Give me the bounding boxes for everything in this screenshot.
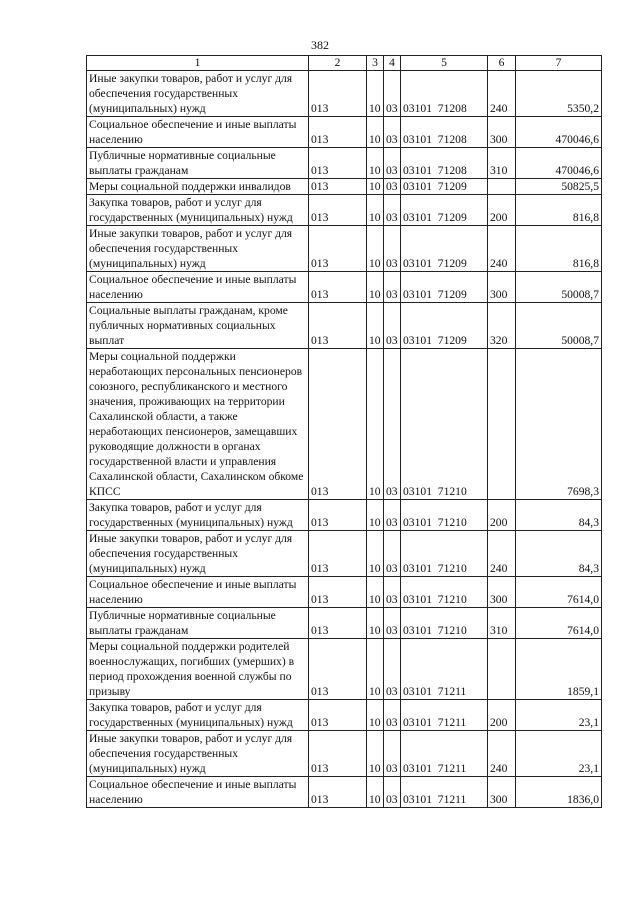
- table-row: [87, 195, 602, 226]
- ministry-code-cell: 013: [309, 577, 367, 608]
- ministry-code-cell: 013: [309, 731, 367, 777]
- expense-type-cell: 240: [488, 71, 516, 117]
- target-article-cell: 03101 71211: [401, 777, 488, 808]
- section-code-cell: 10: [367, 500, 384, 531]
- section-code-cell: 10: [367, 577, 384, 608]
- expense-name-cell: Иные закупки товаров, работ и услуг для обеспечения государственных (муниципальных) нужд: [87, 531, 309, 577]
- subsection-code-cell: 03: [384, 531, 401, 577]
- amount-cell: 50008,7: [516, 303, 602, 349]
- section-code-cell: 10: [367, 71, 384, 117]
- amount-cell: 5350,2: [516, 71, 602, 117]
- expense-type-cell: 300: [488, 777, 516, 808]
- amount-cell: 470046,6: [516, 148, 602, 179]
- section-code-cell: 10: [367, 195, 384, 226]
- section-code-cell: 10: [367, 179, 384, 195]
- expense-name-cell: Социальное обеспечение и иные выплаты населению: [87, 777, 309, 808]
- table-row: [87, 226, 602, 272]
- expense-name-cell: Публичные нормативные социальные выплаты гражданам: [87, 148, 309, 179]
- expense-type-cell: 310: [488, 608, 516, 639]
- amount-cell: 7614,0: [516, 577, 602, 608]
- target-article-cell: 03101 71209: [401, 226, 488, 272]
- target-article-cell: 03101 71211: [401, 639, 488, 700]
- amount-cell: 816,8: [516, 195, 602, 226]
- section-code-cell: 10: [367, 117, 384, 148]
- column-header: 7: [516, 56, 602, 71]
- expense-type-cell: 310: [488, 148, 516, 179]
- ministry-code-cell: 013: [309, 349, 367, 500]
- target-article-cell: 03101 71210: [401, 608, 488, 639]
- amount-cell: 470046,6: [516, 117, 602, 148]
- column-header: 3: [367, 56, 384, 71]
- ministry-code-cell: 013: [309, 71, 367, 117]
- amount-cell: 1859,1: [516, 639, 602, 700]
- target-article-cell: 03101 71211: [401, 731, 488, 777]
- expense-name-cell: Меры социальной поддержки неработающих персональных пенсионеров союзного, республиканского и местного значения, проживающих на территории Сахалинской области, а также неработающих пенсионеров, замещавших руководящие должности в органах государственной власти и управления Сахалинской области, Сахалинском обкоме КПСС: [87, 349, 309, 500]
- expense-name-cell: Закупка товаров, работ и услуг для государственных (муниципальных) нужд: [87, 195, 309, 226]
- expense-name-cell: Иные закупки товаров, работ и услуг для обеспечения государственных (муниципальных) нужд: [87, 226, 309, 272]
- subsection-code-cell: 03: [384, 117, 401, 148]
- section-code-cell: 10: [367, 148, 384, 179]
- table-row: [87, 777, 602, 808]
- target-article-cell: 03101 71209: [401, 179, 488, 195]
- table-row: [87, 577, 602, 608]
- target-article-cell: 03101 71210: [401, 531, 488, 577]
- subsection-code-cell: 03: [384, 639, 401, 700]
- ministry-code-cell: 013: [309, 195, 367, 226]
- expense-type-cell: 240: [488, 531, 516, 577]
- expense-type-cell: 200: [488, 500, 516, 531]
- column-header: 1: [87, 56, 309, 71]
- target-article-cell: 03101 71209: [401, 303, 488, 349]
- target-article-cell: 03101 71208: [401, 71, 488, 117]
- section-code-cell: 10: [367, 303, 384, 349]
- subsection-code-cell: 03: [384, 349, 401, 500]
- expense-type-cell: 200: [488, 700, 516, 731]
- subsection-code-cell: 03: [384, 731, 401, 777]
- column-header: 4: [384, 56, 401, 71]
- subsection-code-cell: 03: [384, 272, 401, 303]
- amount-cell: 7698,3: [516, 349, 602, 500]
- expense-type-cell: 300: [488, 577, 516, 608]
- ministry-code-cell: 013: [309, 531, 367, 577]
- table-row: [87, 303, 602, 349]
- section-code-cell: 10: [367, 639, 384, 700]
- target-article-cell: 03101 71209: [401, 272, 488, 303]
- amount-cell: 23,1: [516, 731, 602, 777]
- target-article-cell: 03101 71208: [401, 117, 488, 148]
- amount-cell: 84,3: [516, 531, 602, 577]
- table-row: [87, 608, 602, 639]
- expense-name-cell: Закупка товаров, работ и услуг для государственных (муниципальных) нужд: [87, 500, 309, 531]
- subsection-code-cell: 03: [384, 148, 401, 179]
- expense-name-cell: Социальное обеспечение и иные выплаты населению: [87, 272, 309, 303]
- ministry-code-cell: 013: [309, 272, 367, 303]
- table-row: [87, 531, 602, 577]
- table-row: [87, 500, 602, 531]
- header-row: [87, 56, 602, 71]
- table-row: [87, 179, 602, 195]
- section-code-cell: 10: [367, 226, 384, 272]
- amount-cell: 1836,0: [516, 777, 602, 808]
- target-article-cell: 03101 71211: [401, 700, 488, 731]
- expense-name-cell: Закупка товаров, работ и услуг для государственных (муниципальных) нужд: [87, 700, 309, 731]
- target-article-cell: 03101 71210: [401, 500, 488, 531]
- section-code-cell: 10: [367, 777, 384, 808]
- expense-name-cell: Социальное обеспечение и иные выплаты населению: [87, 117, 309, 148]
- table-row: [87, 349, 602, 500]
- ministry-code-cell: 013: [309, 226, 367, 272]
- table-row: [87, 731, 602, 777]
- subsection-code-cell: 03: [384, 608, 401, 639]
- expense-type-cell: 200: [488, 195, 516, 226]
- section-code-cell: 10: [367, 531, 384, 577]
- table-row: [87, 700, 602, 731]
- subsection-code-cell: 03: [384, 777, 401, 808]
- expense-type-cell: 240: [488, 731, 516, 777]
- expense-name-cell: Иные закупки товаров, работ и услуг для обеспечения государственных (муниципальных) нужд: [87, 731, 309, 777]
- subsection-code-cell: 03: [384, 500, 401, 531]
- amount-cell: 50008,7: [516, 272, 602, 303]
- ministry-code-cell: 013: [309, 117, 367, 148]
- table-row: [87, 148, 602, 179]
- amount-cell: 84,3: [516, 500, 602, 531]
- subsection-code-cell: 03: [384, 577, 401, 608]
- section-code-cell: 10: [367, 349, 384, 500]
- expense-name-cell: Меры социальной поддержки инвалидов: [87, 179, 309, 195]
- expense-type-cell: 320: [488, 303, 516, 349]
- subsection-code-cell: 03: [384, 226, 401, 272]
- table-row: [87, 272, 602, 303]
- ministry-code-cell: 013: [309, 608, 367, 639]
- table-row: [87, 117, 602, 148]
- subsection-code-cell: 03: [384, 71, 401, 117]
- table-row: [87, 639, 602, 700]
- subsection-code-cell: 03: [384, 303, 401, 349]
- expense-name-cell: Иные закупки товаров, работ и услуг для обеспечения государственных (муниципальных) нужд: [87, 71, 309, 117]
- amount-cell: 816,8: [516, 226, 602, 272]
- section-code-cell: 10: [367, 272, 384, 303]
- expense-type-cell: [488, 349, 516, 500]
- expense-name-cell: Социальные выплаты гражданам, кроме публичных нормативных социальных выплат: [87, 303, 309, 349]
- column-header: 2: [309, 56, 367, 71]
- expense-type-cell: 300: [488, 272, 516, 303]
- expense-name-cell: Меры социальной поддержки родителей военнослужащих, погибших (умерших) в период прохождения военной службы по призыву: [87, 639, 309, 700]
- column-header: 5: [401, 56, 488, 71]
- section-code-cell: 10: [367, 700, 384, 731]
- table-row: [87, 71, 602, 117]
- expense-type-cell: [488, 179, 516, 195]
- ministry-code-cell: 013: [309, 639, 367, 700]
- target-article-cell: 03101 71208: [401, 148, 488, 179]
- ministry-code-cell: 013: [309, 179, 367, 195]
- expense-name-cell: Социальное обеспечение и иные выплаты населению: [87, 577, 309, 608]
- amount-cell: 50825,5: [516, 179, 602, 195]
- column-header: 6: [488, 56, 516, 71]
- ministry-code-cell: 013: [309, 700, 367, 731]
- ministry-code-cell: 013: [309, 148, 367, 179]
- amount-cell: 7614,0: [516, 608, 602, 639]
- expense-name-cell: Публичные нормативные социальные выплаты гражданам: [87, 608, 309, 639]
- target-article-cell: 03101 71210: [401, 349, 488, 500]
- target-article-cell: 03101 71209: [401, 195, 488, 226]
- subsection-code-cell: 03: [384, 179, 401, 195]
- ministry-code-cell: 013: [309, 777, 367, 808]
- ministry-code-cell: 013: [309, 500, 367, 531]
- ministry-code-cell: 013: [309, 303, 367, 349]
- page-number: 382: [311, 38, 329, 52]
- budget-table: [86, 55, 602, 808]
- section-code-cell: 10: [367, 731, 384, 777]
- expense-type-cell: [488, 639, 516, 700]
- expense-type-cell: 240: [488, 226, 516, 272]
- expense-type-cell: 300: [488, 117, 516, 148]
- target-article-cell: 03101 71210: [401, 577, 488, 608]
- table-body: [87, 71, 602, 808]
- amount-cell: 23,1: [516, 700, 602, 731]
- section-code-cell: 10: [367, 608, 384, 639]
- subsection-code-cell: 03: [384, 195, 401, 226]
- subsection-code-cell: 03: [384, 700, 401, 731]
